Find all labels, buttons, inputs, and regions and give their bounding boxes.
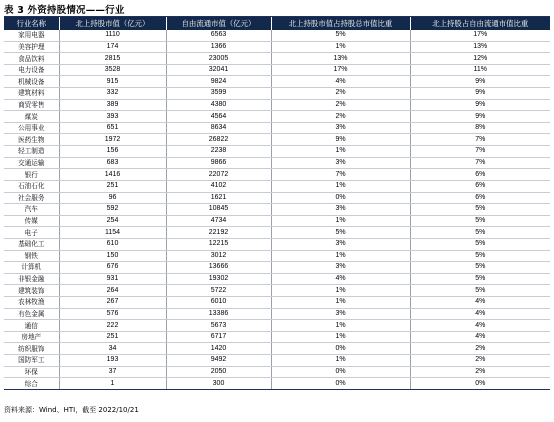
cell-share-of-free-float: 5% — [410, 238, 550, 250]
cell-share-of-free-float: 4% — [410, 331, 550, 343]
cell-share-of-free-float: 5% — [410, 250, 550, 262]
cell-share-of-free-float: 6% — [410, 169, 550, 181]
cell-share-of-free-float: 9% — [410, 88, 550, 100]
cell-share-of-total: 1% — [271, 285, 410, 297]
cell-northbound-value: 251 — [59, 180, 166, 192]
cell-industry: 食品饮料 — [4, 53, 59, 65]
cell-northbound-value: 592 — [59, 204, 166, 216]
cell-share-of-total: 1% — [271, 146, 410, 158]
cell-share-of-total: 2% — [271, 88, 410, 100]
cell-northbound-value: 34 — [59, 343, 166, 355]
cell-share-of-total: 3% — [271, 122, 410, 134]
cell-share-of-free-float: 9% — [410, 76, 550, 88]
cell-free-float-value: 2238 — [166, 146, 271, 158]
cell-northbound-value: 915 — [59, 76, 166, 88]
cell-industry: 公用事业 — [4, 122, 59, 134]
cell-northbound-value: 332 — [59, 88, 166, 100]
cell-industry: 交通运输 — [4, 157, 59, 169]
table-row — [4, 378, 550, 390]
table-body — [4, 30, 550, 389]
cell-free-float-value: 3599 — [166, 88, 271, 100]
table-row — [4, 192, 550, 204]
cell-share-of-free-float: 2% — [410, 355, 550, 367]
cell-free-float-value: 8634 — [166, 122, 271, 134]
cell-northbound-value: 389 — [59, 99, 166, 111]
cell-northbound-value: 1 — [59, 378, 166, 390]
cell-free-float-value: 9824 — [166, 76, 271, 88]
cell-share-of-free-float: 0% — [410, 378, 550, 390]
cell-free-float-value: 22192 — [166, 227, 271, 239]
cell-share-of-total: 1% — [271, 180, 410, 192]
cell-northbound-value: 251 — [59, 331, 166, 343]
cell-share-of-total: 4% — [271, 76, 410, 88]
cell-industry: 家用电器 — [4, 30, 59, 41]
cell-northbound-value: 37 — [59, 366, 166, 378]
table-row — [4, 122, 550, 134]
cell-free-float-value: 1366 — [166, 41, 271, 53]
cell-share-of-total: 9% — [271, 134, 410, 146]
cell-northbound-value: 156 — [59, 146, 166, 158]
table-row — [4, 343, 550, 355]
cell-free-float-value: 4102 — [166, 180, 271, 192]
cell-industry: 电子 — [4, 227, 59, 239]
header-northbound-value: 北上持股市值（亿元） — [59, 17, 166, 30]
table-row — [4, 30, 550, 41]
cell-industry: 综合 — [4, 378, 59, 390]
cell-share-of-free-float: 9% — [410, 99, 550, 111]
header-share-of-free-float: 北上持股占自由流通市值比重 — [410, 17, 550, 30]
table-row — [4, 41, 550, 53]
table-row — [4, 262, 550, 274]
table-row — [4, 204, 550, 216]
cell-share-of-free-float: 5% — [410, 215, 550, 227]
cell-share-of-total: 1% — [271, 41, 410, 53]
source-note: 资料来源：Wind、HTI，截至 2022/10/21 — [4, 406, 139, 414]
cell-share-of-free-float: 17% — [410, 30, 550, 41]
cell-share-of-total: 1% — [271, 297, 410, 309]
cell-share-of-free-float: 5% — [410, 262, 550, 274]
table-row — [4, 331, 550, 343]
cell-free-float-value: 1420 — [166, 343, 271, 355]
cell-industry: 煤炭 — [4, 111, 59, 123]
cell-industry: 汽车 — [4, 204, 59, 216]
table-header-row — [4, 17, 550, 30]
cell-free-float-value: 4564 — [166, 111, 271, 123]
cell-share-of-total: 1% — [271, 250, 410, 262]
cell-share-of-total: 4% — [271, 273, 410, 285]
cell-northbound-value: 610 — [59, 238, 166, 250]
table-row — [4, 308, 550, 320]
cell-share-of-total: 7% — [271, 169, 410, 181]
cell-share-of-free-float: 11% — [410, 64, 550, 76]
cell-free-float-value: 12215 — [166, 238, 271, 250]
cell-free-float-value: 4734 — [166, 215, 271, 227]
cell-northbound-value: 1416 — [59, 169, 166, 181]
cell-share-of-free-float: 4% — [410, 320, 550, 332]
cell-northbound-value: 96 — [59, 192, 166, 204]
cell-free-float-value: 1621 — [166, 192, 271, 204]
cell-northbound-value: 1972 — [59, 134, 166, 146]
industry-holdings-table — [4, 17, 550, 390]
table-row — [4, 53, 550, 65]
cell-free-float-value: 300 — [166, 378, 271, 390]
cell-free-float-value: 23005 — [166, 53, 271, 65]
table-row — [4, 215, 550, 227]
cell-northbound-value: 267 — [59, 297, 166, 309]
cell-northbound-value: 3528 — [59, 64, 166, 76]
table-row — [4, 111, 550, 123]
cell-northbound-value: 222 — [59, 320, 166, 332]
cell-free-float-value: 22072 — [166, 169, 271, 181]
cell-share-of-free-float: 2% — [410, 343, 550, 355]
table-row — [4, 64, 550, 76]
table-row — [4, 250, 550, 262]
cell-share-of-free-float: 13% — [410, 41, 550, 53]
cell-share-of-free-float: 6% — [410, 180, 550, 192]
cell-share-of-total: 0% — [271, 343, 410, 355]
cell-northbound-value: 254 — [59, 215, 166, 227]
table-row — [4, 227, 550, 239]
cell-northbound-value: 683 — [59, 157, 166, 169]
cell-free-float-value: 3012 — [166, 250, 271, 262]
cell-share-of-total: 5% — [271, 30, 410, 41]
table-row — [4, 146, 550, 158]
cell-free-float-value: 6010 — [166, 297, 271, 309]
cell-northbound-value: 651 — [59, 122, 166, 134]
cell-share-of-total: 3% — [271, 238, 410, 250]
cell-industry: 农林牧渔 — [4, 297, 59, 309]
cell-northbound-value: 393 — [59, 111, 166, 123]
cell-free-float-value: 9492 — [166, 355, 271, 367]
cell-share-of-free-float: 5% — [410, 285, 550, 297]
cell-share-of-free-float: 8% — [410, 122, 550, 134]
cell-free-float-value: 13386 — [166, 308, 271, 320]
table-row — [4, 169, 550, 181]
cell-industry: 计算机 — [4, 262, 59, 274]
cell-share-of-free-float: 7% — [410, 134, 550, 146]
cell-share-of-total: 3% — [271, 204, 410, 216]
cell-share-of-total: 0% — [271, 192, 410, 204]
cell-free-float-value: 2050 — [166, 366, 271, 378]
cell-share-of-total: 3% — [271, 308, 410, 320]
cell-industry: 国防军工 — [4, 355, 59, 367]
table-row — [4, 366, 550, 378]
cell-share-of-total: 2% — [271, 111, 410, 123]
cell-share-of-free-float: 7% — [410, 146, 550, 158]
cell-northbound-value: 264 — [59, 285, 166, 297]
cell-share-of-total: 5% — [271, 227, 410, 239]
cell-share-of-total: 1% — [271, 215, 410, 227]
cell-share-of-total: 1% — [271, 355, 410, 367]
cell-industry: 社会服务 — [4, 192, 59, 204]
cell-share-of-free-float: 12% — [410, 53, 550, 65]
cell-share-of-total: 17% — [271, 64, 410, 76]
table-row — [4, 297, 550, 309]
table-row — [4, 285, 550, 297]
cell-share-of-total: 2% — [271, 99, 410, 111]
cell-share-of-free-float: 6% — [410, 192, 550, 204]
cell-share-of-total: 0% — [271, 366, 410, 378]
cell-free-float-value: 13666 — [166, 262, 271, 274]
cell-free-float-value: 9866 — [166, 157, 271, 169]
cell-free-float-value: 32041 — [166, 64, 271, 76]
cell-industry: 轻工制造 — [4, 146, 59, 158]
cell-industry: 建筑装饰 — [4, 285, 59, 297]
cell-share-of-total: 1% — [271, 320, 410, 332]
cell-industry: 商贸零售 — [4, 99, 59, 111]
cell-industry: 有色金属 — [4, 308, 59, 320]
cell-share-of-free-float: 9% — [410, 111, 550, 123]
header-industry: 行业名称 — [4, 17, 59, 30]
cell-share-of-total: 1% — [271, 331, 410, 343]
cell-share-of-free-float: 5% — [410, 227, 550, 239]
header-free-float-value: 自由流通市值（亿元） — [166, 17, 271, 30]
table-row — [4, 238, 550, 250]
cell-industry: 纺织服饰 — [4, 343, 59, 355]
cell-northbound-value: 1154 — [59, 227, 166, 239]
cell-free-float-value: 5673 — [166, 320, 271, 332]
cell-share-of-total: 3% — [271, 262, 410, 274]
cell-northbound-value: 174 — [59, 41, 166, 53]
cell-share-of-free-float: 2% — [410, 366, 550, 378]
cell-share-of-free-float: 5% — [410, 204, 550, 216]
cell-free-float-value: 5722 — [166, 285, 271, 297]
cell-northbound-value: 676 — [59, 262, 166, 274]
cell-share-of-total: 3% — [271, 157, 410, 169]
cell-industry: 机械设备 — [4, 76, 59, 88]
cell-industry: 基础化工 — [4, 238, 59, 250]
cell-share-of-free-float: 4% — [410, 297, 550, 309]
cell-industry: 钢铁 — [4, 250, 59, 262]
header-share-of-total: 北上持股市值占持股总市值比重 — [271, 17, 410, 30]
cell-industry: 电力设备 — [4, 64, 59, 76]
cell-industry: 房地产 — [4, 331, 59, 343]
cell-industry: 环保 — [4, 366, 59, 378]
cell-industry: 建筑材料 — [4, 88, 59, 100]
cell-industry: 传媒 — [4, 215, 59, 227]
cell-northbound-value: 2815 — [59, 53, 166, 65]
cell-share-of-free-float: 4% — [410, 308, 550, 320]
table-row — [4, 88, 550, 100]
cell-share-of-free-float: 7% — [410, 157, 550, 169]
cell-northbound-value: 576 — [59, 308, 166, 320]
cell-free-float-value: 6717 — [166, 331, 271, 343]
table-row — [4, 157, 550, 169]
cell-free-float-value: 6563 — [166, 30, 271, 41]
table-title: 表 3 外资持股情况——行业 — [4, 5, 125, 16]
table-row — [4, 180, 550, 192]
cell-share-of-total: 13% — [271, 53, 410, 65]
cell-free-float-value: 19302 — [166, 273, 271, 285]
cell-northbound-value: 193 — [59, 355, 166, 367]
cell-industry: 通信 — [4, 320, 59, 332]
cell-free-float-value: 10845 — [166, 204, 271, 216]
cell-northbound-value: 1110 — [59, 30, 166, 41]
table-row — [4, 320, 550, 332]
cell-industry: 银行 — [4, 169, 59, 181]
cell-share-of-total: 0% — [271, 378, 410, 390]
cell-free-float-value: 26822 — [166, 134, 271, 146]
cell-industry: 非银金融 — [4, 273, 59, 285]
table-row — [4, 134, 550, 146]
table-row — [4, 76, 550, 88]
cell-industry: 医药生物 — [4, 134, 59, 146]
cell-free-float-value: 4380 — [166, 99, 271, 111]
cell-share-of-free-float: 5% — [410, 273, 550, 285]
table-row — [4, 273, 550, 285]
cell-industry: 石油石化 — [4, 180, 59, 192]
cell-northbound-value: 150 — [59, 250, 166, 262]
cell-northbound-value: 931 — [59, 273, 166, 285]
table-row — [4, 99, 550, 111]
table-row — [4, 355, 550, 367]
cell-industry: 美容护理 — [4, 41, 59, 53]
